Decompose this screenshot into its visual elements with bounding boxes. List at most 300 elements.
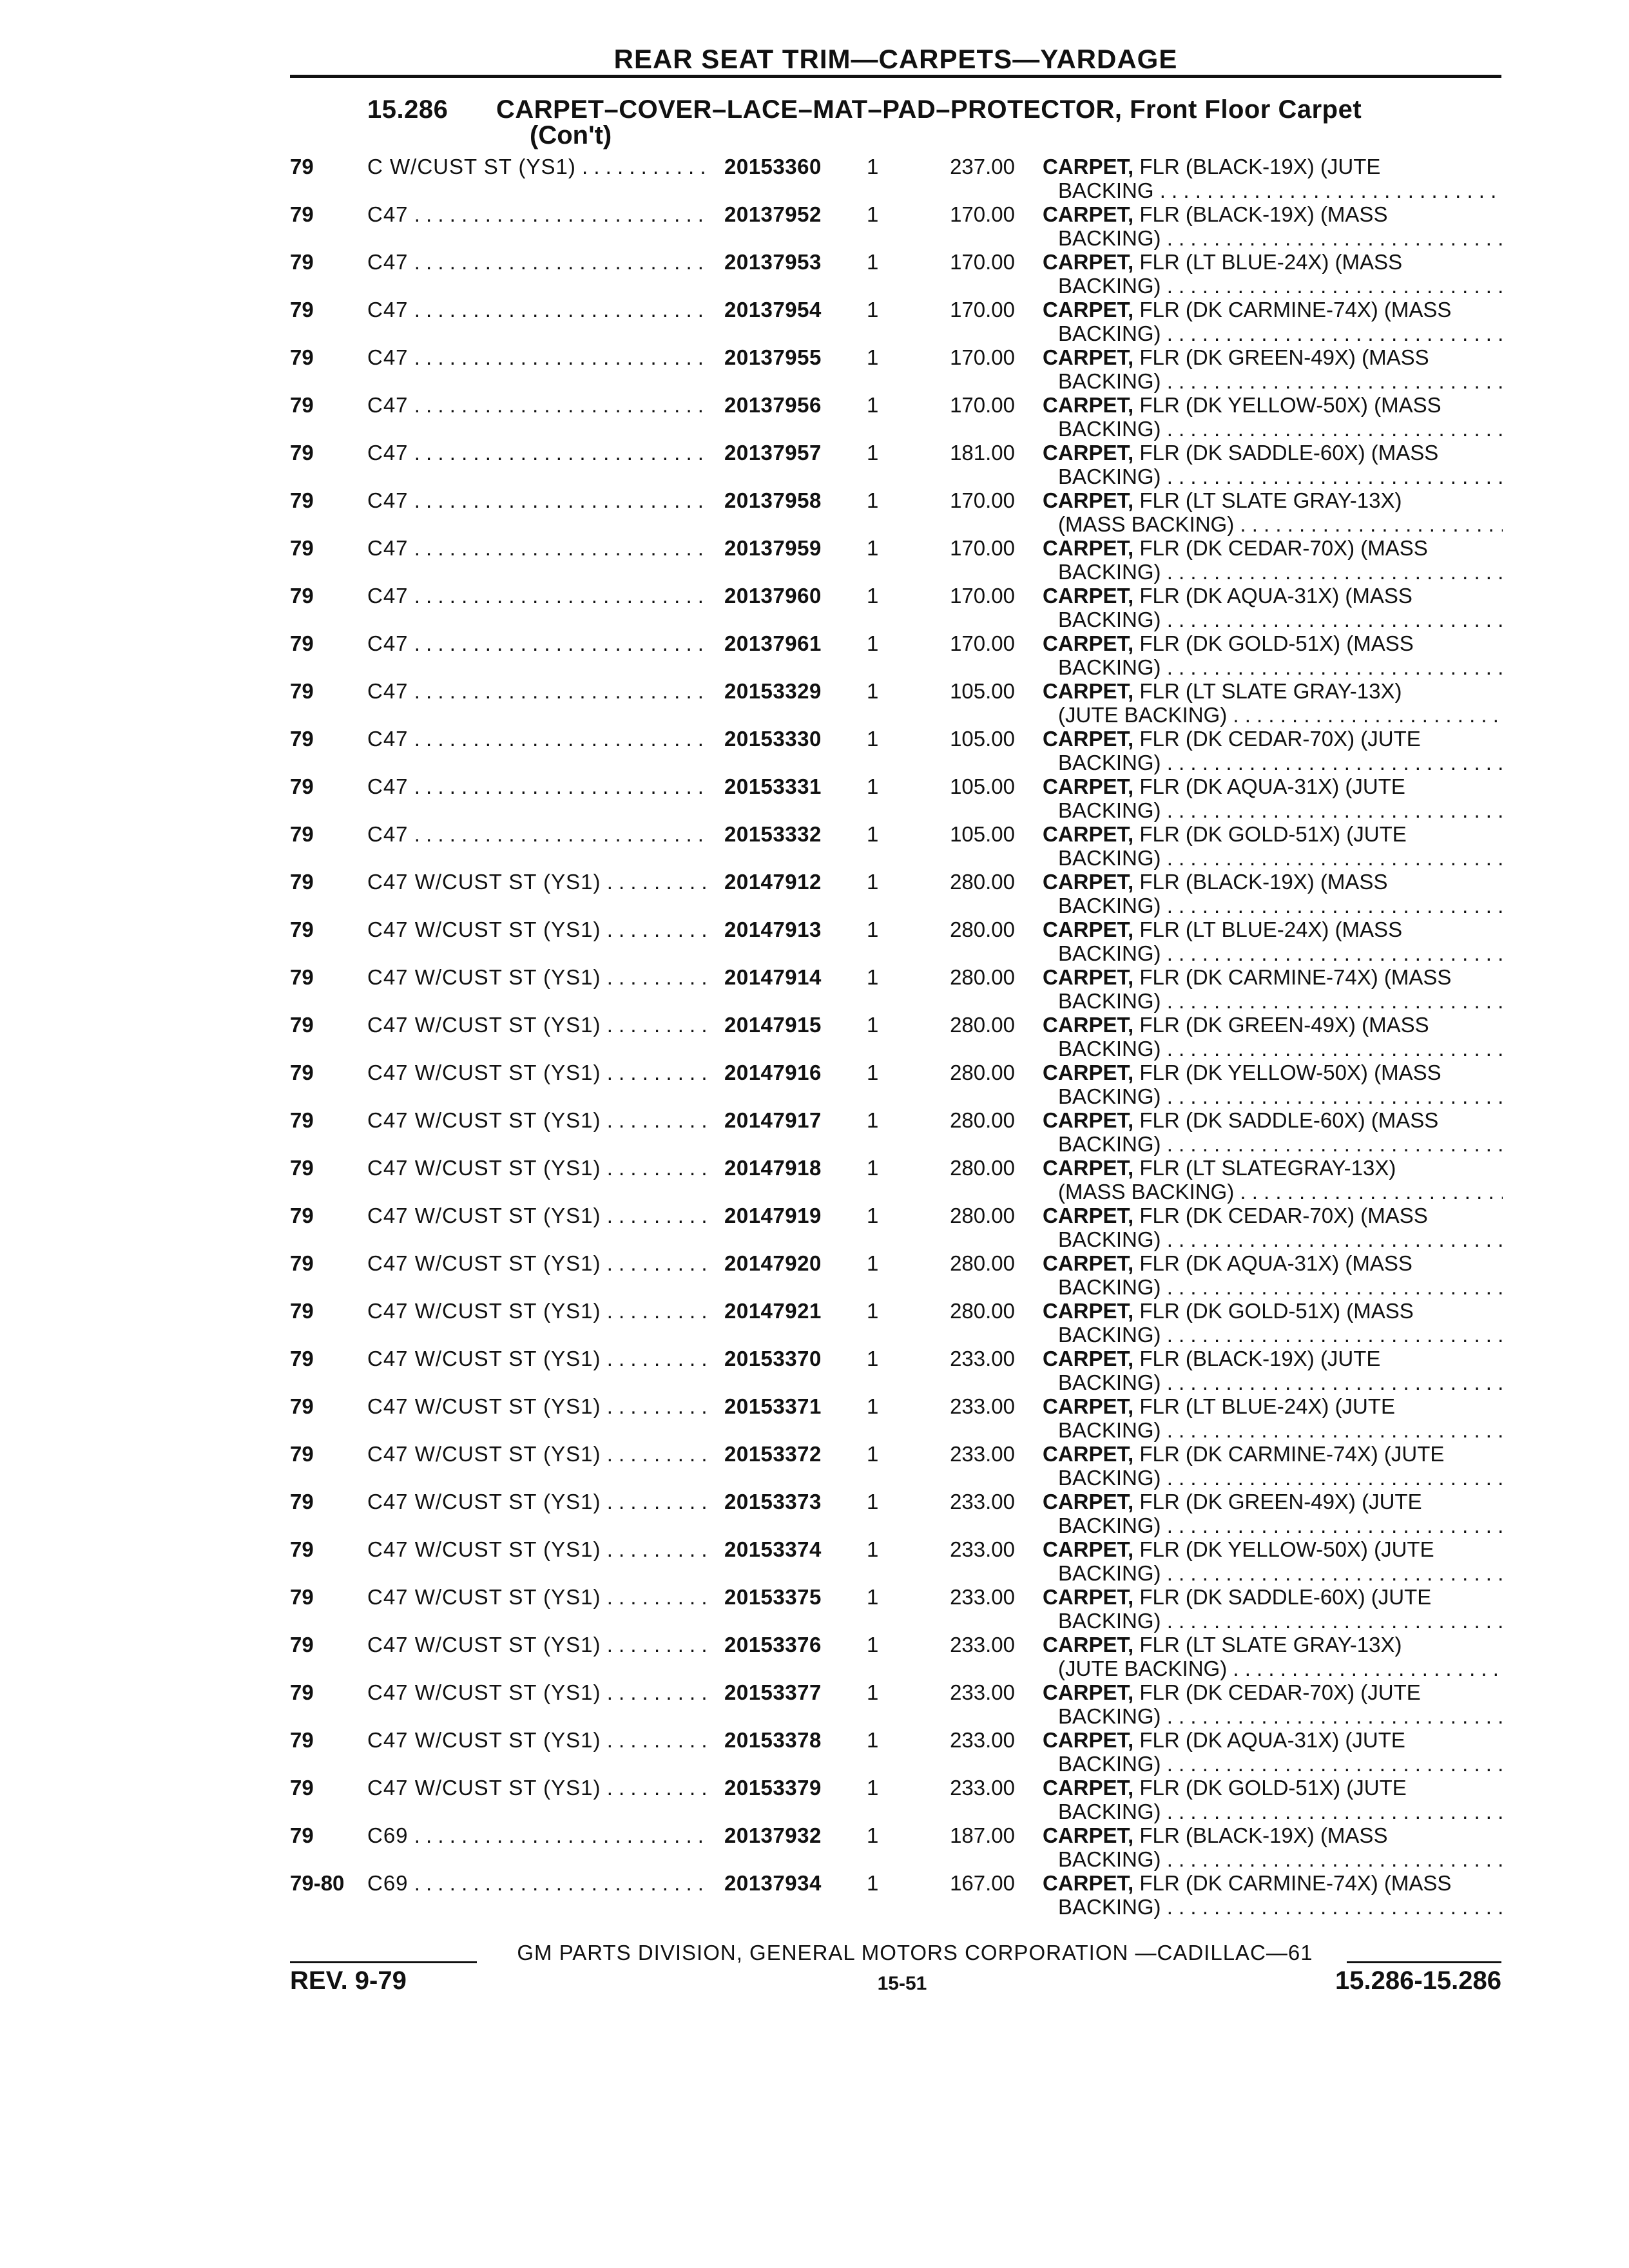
part-quantity: 1 [867,1680,879,1704]
table-row [0,1442,1629,1490]
part-price: 170.00 [950,584,1015,608]
part-number: 20137953 [724,250,822,274]
part-price: 280.00 [950,1204,1015,1227]
part-model: C47 W/CUST ST (YS1) . . . [367,1442,709,1466]
part-price: 170.00 [950,298,1015,322]
part-description [1043,1394,1395,1418]
part-model: C69 . . . [367,1823,709,1847]
table-row [0,727,1629,774]
part-number: 20153360 [724,155,822,178]
part-quantity: 1 [867,1156,879,1180]
part-description-continued: BACKING) . . . [1058,1752,1503,1776]
part-description-continued: BACKING) . . . [1058,1370,1503,1394]
part-price: 233.00 [950,1537,1015,1561]
part-description-text: FLR (DK AQUA-31X) (JUTE [1139,774,1405,798]
part-description-continued: BACKING) . . . [1058,989,1503,1013]
part-description-text: FLR (DK AQUA-31X) (MASS [1139,584,1412,608]
part-year: 79 [290,202,314,226]
part-number: 20153379 [724,1776,822,1800]
part-keyword: CARPET, [1043,727,1134,751]
part-year: 79 [290,488,314,512]
table-row [0,202,1629,250]
part-description-continued: BACKING) . . . [1058,941,1503,965]
part-year: 79 [290,1728,314,1752]
part-year: 79 [290,1347,314,1370]
part-price: 280.00 [950,1156,1015,1180]
part-description [1043,1347,1380,1370]
part-year: 79 [290,1156,314,1180]
part-quantity: 1 [867,1251,879,1275]
table-row [0,488,1629,536]
part-keyword: CARPET, [1043,1871,1134,1895]
table-row [0,393,1629,441]
part-keyword: CARPET, [1043,441,1134,465]
part-price: 233.00 [950,1585,1015,1609]
part-keyword: CARPET, [1043,965,1134,989]
part-keyword: CARPET, [1043,1156,1134,1180]
part-quantity: 1 [867,536,879,560]
part-number: 20153378 [724,1728,822,1752]
table-row [0,441,1629,488]
part-description-continued: BACKING) . . . [1058,655,1503,679]
part-number: 20137932 [724,1823,822,1847]
table-row [0,965,1629,1013]
part-year: 79 [290,345,314,369]
part-description [1043,155,1380,178]
part-keyword: CARPET, [1043,1108,1134,1132]
part-model: C47 . . . [367,774,709,798]
part-description [1043,1061,1441,1084]
table-row [0,155,1629,202]
part-description-text: FLR (BLACK-19X) (MASS [1139,202,1388,226]
footer-rule-left [290,1961,477,1963]
part-description [1043,345,1429,369]
part-keyword: CARPET, [1043,1633,1134,1657]
part-description [1043,1490,1422,1514]
part-year: 79 [290,441,314,465]
part-year: 79 [290,1442,314,1466]
part-description-continued: BACKING) . . . [1058,1800,1503,1823]
part-quantity: 1 [867,1537,879,1561]
part-quantity: 1 [867,1490,879,1514]
part-description-text: FLR (LT SLATE GRAY-13X) [1139,488,1402,512]
part-year: 79 [290,1251,314,1275]
part-price: 280.00 [950,1299,1015,1323]
part-keyword: CARPET, [1043,870,1134,894]
part-number: 20147919 [724,1204,822,1227]
part-keyword: CARPET, [1043,1394,1134,1418]
part-description [1043,584,1412,608]
table-row [0,1156,1629,1204]
part-quantity: 1 [867,1347,879,1370]
part-description-continued: (JUTE BACKING) . . . [1058,703,1503,727]
part-quantity: 1 [867,1776,879,1800]
table-row [0,1251,1629,1299]
part-description [1043,1013,1429,1037]
part-description-text: FLR (DK YELLOW-50X) (MASS [1139,393,1441,417]
part-quantity: 1 [867,1394,879,1418]
part-year: 79 [290,298,314,322]
part-price: 187.00 [950,1823,1015,1847]
part-description [1043,918,1402,941]
part-quantity: 1 [867,250,879,274]
part-keyword: CARPET, [1043,1013,1134,1037]
part-description-continued: BACKING) . . . [1058,1847,1503,1871]
part-description-text: FLR (BLACK-19X) (JUTE [1139,1347,1381,1370]
part-description-text: FLR (DK GOLD-51X) (JUTE [1139,1776,1407,1800]
part-quantity: 1 [867,1013,879,1037]
part-description-continued: BACKING) . . . [1058,274,1503,298]
part-price: 105.00 [950,727,1015,751]
table-row [0,822,1629,870]
part-keyword: CARPET, [1043,202,1134,226]
part-description-continued: BACKING) . . . [1058,608,1503,631]
part-description-continued: BACKING) . . . [1058,1275,1503,1299]
part-description-text: FLR (DK SADDLE-60X) (JUTE [1139,1585,1432,1609]
part-year: 79 [290,250,314,274]
part-description [1043,202,1387,226]
part-model: C47 . . . [367,393,709,417]
part-model: C47 . . . [367,584,709,608]
part-description-text: FLR (BLACK-19X) (JUTE [1139,155,1381,178]
part-number: 20137934 [724,1871,822,1895]
part-quantity: 1 [867,345,879,369]
part-description-text: FLR (LT BLUE-24X) (MASS [1139,918,1403,941]
part-description-continued: BACKING) . . . [1058,1895,1503,1919]
part-description [1043,1728,1405,1752]
part-description-text: FLR (DK CARMINE-74X) (MASS [1139,965,1452,989]
part-model: C47 W/CUST ST (YS1) . . . [367,1013,709,1037]
part-number: 20153329 [724,679,822,703]
part-number: 20153331 [724,774,822,798]
table-row [0,1585,1629,1633]
part-description [1043,1442,1444,1466]
part-price: 280.00 [950,965,1015,989]
part-quantity: 1 [867,488,879,512]
part-description [1043,1108,1438,1132]
part-price: 105.00 [950,679,1015,703]
part-description-continued: BACKING) . . . [1058,1037,1503,1061]
part-model: C47 . . . [367,202,709,226]
part-year: 79 [290,536,314,560]
part-quantity: 1 [867,822,879,846]
part-description-continued: BACKING) . . . [1058,560,1503,584]
part-description-text: FLR (DK CEDAR-70X) (JUTE [1139,1680,1421,1704]
part-description [1043,1633,1402,1657]
part-number: 20137957 [724,441,822,465]
part-number: 20153376 [724,1633,822,1657]
part-price: 233.00 [950,1347,1015,1370]
part-keyword: CARPET, [1043,1776,1134,1800]
part-price: 170.00 [950,488,1015,512]
part-model: C47 W/CUST ST (YS1) . . . [367,918,709,941]
part-keyword: CARPET, [1043,488,1134,512]
part-model: C47 W/CUST ST (YS1) . . . [367,1728,709,1752]
part-description-text: FLR (LT BLUE-24X) (MASS [1139,250,1403,274]
part-number: 20137954 [724,298,822,322]
part-description-text: FLR (DK GOLD-51X) (MASS [1139,631,1414,655]
part-price: 105.00 [950,822,1015,846]
part-description-text: FLR (DK GREEN-49X) (JUTE [1139,1490,1422,1514]
page-header: REAR SEAT TRIM—CARPETS—YARDAGE [613,44,1178,74]
table-row [0,1871,1629,1919]
part-description-text: FLR (DK CEDAR-70X) (JUTE [1139,727,1421,751]
part-description-continued: BACKING) . . . [1058,1561,1503,1585]
part-year: 79 [290,1299,314,1323]
part-description-continued: BACKING) . . . [1058,1227,1503,1251]
part-description [1043,1823,1387,1847]
part-price: 233.00 [950,1442,1015,1466]
table-row [0,774,1629,822]
part-year: 79 [290,1537,314,1561]
part-keyword: CARPET, [1043,1442,1134,1466]
part-keyword: CARPET, [1043,918,1134,941]
part-keyword: CARPET, [1043,679,1134,703]
table-row [0,1633,1629,1680]
part-price: 233.00 [950,1490,1015,1514]
part-number: 20153370 [724,1347,822,1370]
part-quantity: 1 [867,298,879,322]
part-quantity: 1 [867,1204,879,1227]
part-description-text: FLR (LT SLATE GRAY-13X) [1139,1633,1402,1657]
part-model: C47 . . . [367,822,709,846]
part-number: 20147918 [724,1156,822,1180]
part-quantity: 1 [867,631,879,655]
part-model: C47 . . . [367,488,709,512]
part-year: 79 [290,1633,314,1657]
part-price: 233.00 [950,1394,1015,1418]
part-price: 280.00 [950,870,1015,894]
part-description-continued: BACKING) . . . [1058,1609,1503,1633]
part-price: 233.00 [950,1633,1015,1657]
table-row [0,1823,1629,1871]
part-number: 20137952 [724,202,822,226]
part-description-text: FLR (LT SLATEGRAY-13X) [1139,1156,1396,1180]
part-keyword: CARPET, [1043,584,1134,608]
table-row [0,631,1629,679]
table-row [0,1394,1629,1442]
part-price: 170.00 [950,345,1015,369]
part-description [1043,536,1428,560]
table-row [0,1490,1629,1537]
part-number: 20147912 [724,870,822,894]
part-model: C47 . . . [367,631,709,655]
part-description-continued: BACKING) . . . [1058,465,1503,488]
part-model: C47 . . . [367,298,709,322]
table-row [0,679,1629,727]
part-number: 20147914 [724,965,822,989]
part-keyword: CARPET, [1043,393,1134,417]
part-number: 20153373 [724,1490,822,1514]
part-description-continued: BACKING) . . . [1058,1466,1503,1490]
part-quantity: 1 [867,393,879,417]
part-model: C47 W/CUST ST (YS1) . . . [367,1156,709,1180]
part-description-text: FLR (DK YELLOW-50X) (MASS [1139,1061,1441,1084]
table-row [0,250,1629,298]
part-price: 280.00 [950,1251,1015,1275]
part-year: 79 [290,727,314,751]
part-model: C47 . . . [367,727,709,751]
part-price: 181.00 [950,441,1015,465]
footer-rule-right [1347,1961,1501,1963]
part-description [1043,1680,1421,1704]
part-price: 280.00 [950,1061,1015,1084]
part-keyword: CARPET, [1043,298,1134,322]
part-keyword: CARPET, [1043,1823,1134,1847]
section-title [367,95,1501,124]
part-description [1043,441,1438,465]
part-quantity: 1 [867,1823,879,1847]
part-description-continued: BACKING) . . . [1058,1418,1503,1442]
part-year: 79 [290,155,314,178]
part-description-continued: (MASS BACKING) . . . [1058,512,1503,536]
part-quantity: 1 [867,1299,879,1323]
part-keyword: CARPET, [1043,822,1134,846]
part-description-continued: BACKING) . . . [1058,1084,1503,1108]
part-description-text: FLR (DK GOLD-51X) (JUTE [1139,822,1407,846]
part-keyword: CARPET, [1043,1347,1134,1370]
part-description [1043,631,1414,655]
part-keyword: CARPET, [1043,536,1134,560]
part-price: 280.00 [950,918,1015,941]
footer-revision: REV. 9-79 [290,1966,407,1995]
section-number: 15.286 [367,95,448,124]
part-description-continued: BACKING . . . [1058,178,1503,202]
part-model: C W/CUST ST (YS1) . . . [367,155,709,178]
part-model: C47 W/CUST ST (YS1) . . . [367,1585,709,1609]
part-model: C47 W/CUST ST (YS1) . . . [367,1776,709,1800]
part-description-continued: (JUTE BACKING) . . . [1058,1657,1503,1680]
part-description [1043,488,1402,512]
part-price: 170.00 [950,250,1015,274]
part-keyword: CARPET, [1043,1680,1134,1704]
table-row [0,1299,1629,1347]
part-keyword: CARPET, [1043,250,1134,274]
part-description-continued: BACKING) . . . [1058,322,1503,345]
part-model: C47 W/CUST ST (YS1) . . . [367,1204,709,1227]
part-number: 20147921 [724,1299,822,1323]
header-rule [290,75,1501,78]
part-description-text: FLR (DK CARMINE-74X) (MASS [1139,298,1452,322]
footer-section-range: 15.286-15.286 [1335,1966,1501,1995]
part-year: 79 [290,870,314,894]
part-quantity: 1 [867,202,879,226]
part-model: C47 . . . [367,345,709,369]
part-description-continued: BACKING) . . . [1058,798,1503,822]
part-price: 170.00 [950,393,1015,417]
part-year: 79 [290,1490,314,1514]
part-year: 79 [290,918,314,941]
part-description [1043,679,1402,703]
part-description-text: FLR (BLACK-19X) (MASS [1139,1823,1388,1847]
part-description [1043,1204,1428,1227]
part-keyword: CARPET, [1043,1204,1134,1227]
part-model: C47 . . . [367,679,709,703]
part-keyword: CARPET, [1043,1537,1134,1561]
part-model: C47 . . . [367,441,709,465]
part-description-text: FLR (DK CARMINE-74X) (MASS [1139,1871,1452,1895]
table-row [0,298,1629,345]
table-row [0,1728,1629,1776]
part-model: C47 W/CUST ST (YS1) . . . [367,1299,709,1323]
part-quantity: 1 [867,870,879,894]
part-price: 280.00 [950,1108,1015,1132]
part-description-continued: BACKING) . . . [1058,369,1503,393]
part-number: 20153372 [724,1442,822,1466]
part-year: 79 [290,774,314,798]
table-row [0,1347,1629,1394]
part-year: 79 [290,965,314,989]
part-model: C47 W/CUST ST (YS1) . . . [367,1633,709,1657]
part-year: 79 [290,1680,314,1704]
part-year: 79 [290,1776,314,1800]
part-description [1043,298,1451,322]
part-number: 20147916 [724,1061,822,1084]
part-year: 79-80 [290,1871,345,1895]
part-model: C47 W/CUST ST (YS1) . . . [367,1394,709,1418]
part-description-text: FLR (DK CARMINE-74X) (JUTE [1139,1442,1445,1466]
table-row [0,1776,1629,1823]
part-keyword: CARPET, [1043,1490,1134,1514]
part-model: C47 W/CUST ST (YS1) . . . [367,1490,709,1514]
part-description-continued: BACKING) . . . [1058,1323,1503,1347]
part-keyword: CARPET, [1043,631,1134,655]
part-price: 170.00 [950,202,1015,226]
part-description-text: FLR (DK GREEN-49X) (MASS [1139,1013,1429,1037]
part-keyword: CARPET, [1043,1299,1134,1323]
part-number: 20137960 [724,584,822,608]
part-description-continued: (MASS BACKING) . . . [1058,1180,1503,1204]
part-year: 79 [290,1108,314,1132]
part-model: C47 W/CUST ST (YS1) . . . [367,870,709,894]
part-quantity: 1 [867,1442,879,1466]
part-quantity: 1 [867,679,879,703]
part-description [1043,1871,1451,1895]
part-year: 79 [290,679,314,703]
part-number: 20137961 [724,631,822,655]
part-keyword: CARPET, [1043,345,1134,369]
part-quantity: 1 [867,774,879,798]
part-description-text: FLR (LT SLATE GRAY-13X) [1139,679,1402,703]
part-description-text: FLR (DK YELLOW-50X) (JUTE [1139,1537,1434,1561]
part-keyword: CARPET, [1043,774,1134,798]
part-number: 20153371 [724,1394,822,1418]
part-description-continued: BACKING) . . . [1058,1514,1503,1537]
part-model: C47 W/CUST ST (YS1) . . . [367,1061,709,1084]
part-year: 79 [290,393,314,417]
part-keyword: CARPET, [1043,1728,1134,1752]
part-quantity: 1 [867,918,879,941]
part-quantity: 1 [867,584,879,608]
part-price: 280.00 [950,1013,1015,1037]
part-description [1043,250,1402,274]
table-row [0,1013,1629,1061]
part-model: C47 W/CUST ST (YS1) . . . [367,1347,709,1370]
part-year: 79 [290,1013,314,1037]
part-number: 20147913 [724,918,822,941]
table-row [0,345,1629,393]
part-quantity: 1 [867,727,879,751]
part-quantity: 1 [867,1108,879,1132]
part-model: C47 W/CUST ST (YS1) . . . [367,1108,709,1132]
part-number: 20137958 [724,488,822,512]
part-number: 20147917 [724,1108,822,1132]
part-description-text: FLR (DK SADDLE-60X) (MASS [1139,441,1439,465]
part-price: 170.00 [950,631,1015,655]
part-description [1043,1299,1414,1323]
part-number: 20137959 [724,536,822,560]
part-year: 79 [290,1585,314,1609]
